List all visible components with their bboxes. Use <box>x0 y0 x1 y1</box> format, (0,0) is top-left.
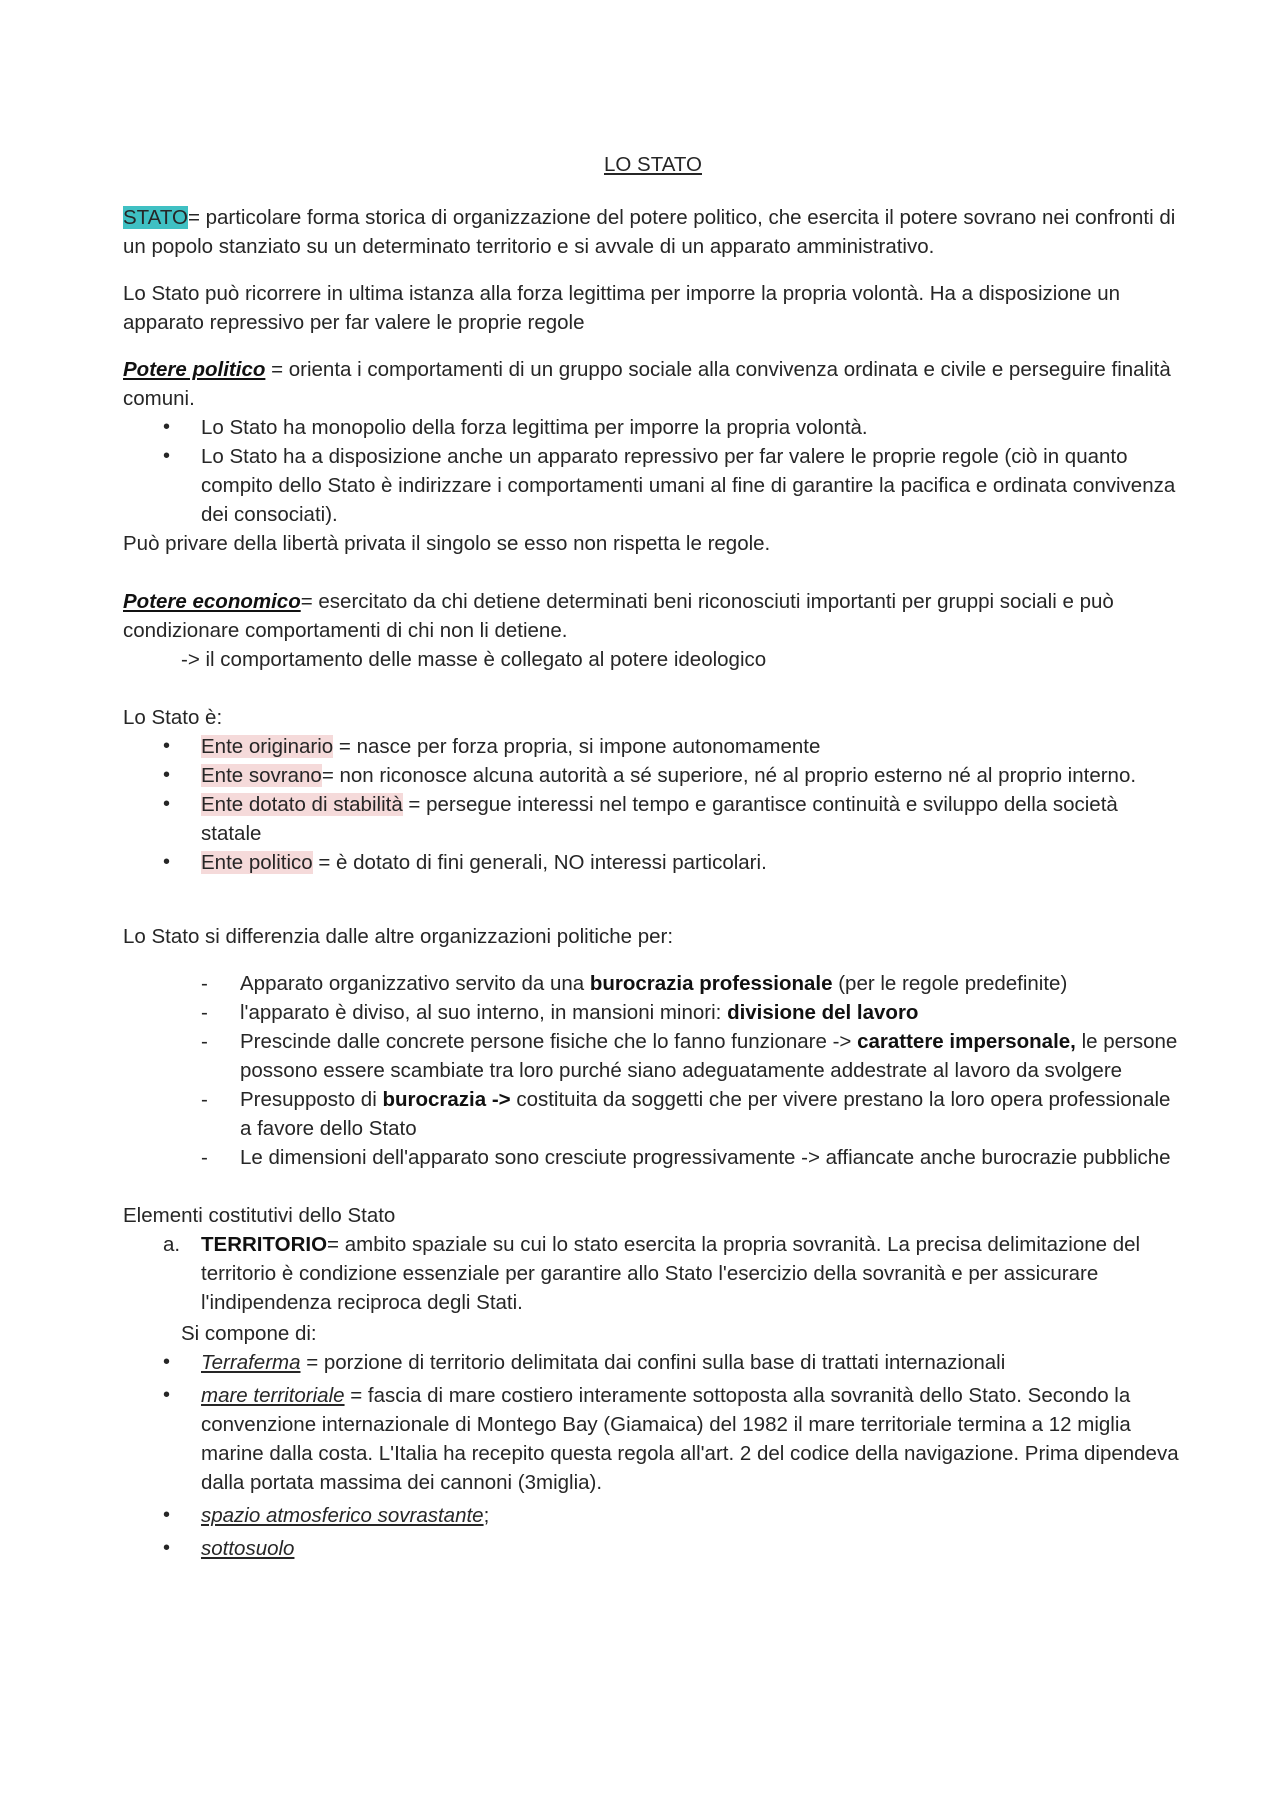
potere-economico-text: = esercitato da chi detiene determinati beni riconosciuti importanti per gruppi sociali e può condizionare comportamenti di chi non li detiene. <box>123 590 1114 642</box>
list-item <box>123 790 1183 848</box>
territorio-parts-list <box>123 1348 1183 1563</box>
territorio-text: = ambito spaziale su cui lo stato esercita la propria sovranità. La precisa delimitazione del territorio è condizione essenziale per garantire allo Stato l'esercizio della sovranità e per assicurare l'indipendenza reciproca degli Stati. <box>201 1233 1141 1314</box>
list-item <box>123 761 1183 790</box>
potere-politico-definition <box>123 355 1183 413</box>
compone-lead: Si compone di: <box>181 1322 317 1345</box>
force-paragraph: Lo Stato può ricorrere in ultima istanza alla forza legittima per imporre la propria volontà. Ha a disposizione un apparato repressivo per far valere le proprie regole <box>123 282 1121 334</box>
part-text: ; <box>483 1504 490 1527</box>
part-text: = porzione di territorio delimitata dai confini sulla base di trattati internazionali <box>300 1351 1006 1374</box>
ente-term: Ente sovrano <box>201 764 322 787</box>
item-bold: divisione del lavoro <box>727 1001 919 1024</box>
part-term: mare territoriale <box>201 1384 345 1407</box>
item-text: Apparato organizzativo servito da una <box>240 972 590 995</box>
list-item: • Lo Stato ha a disposizione anche un apparato repressivo per far valere le proprie regole (ciò in quanto compito dello Stato è indirizzare i comportamenti umani al fine di garantire la pacifica e ordinata convivenza dei consociati). <box>123 442 1183 529</box>
list-item <box>123 848 1183 877</box>
elementi-list <box>123 1230 1183 1317</box>
ente-text: = persegue interessi nel tempo e garantisce continuità e sviluppo della società statale <box>201 793 1118 845</box>
stato-e-list <box>123 732 1183 877</box>
stato-e-lead: Lo Stato è: <box>123 706 223 729</box>
ente-term: Ente originario <box>201 735 334 758</box>
potere-economico-definition <box>123 587 1183 645</box>
potere-politico-list <box>123 413 1183 529</box>
stato-term: STATO <box>123 206 188 229</box>
list-item <box>123 998 1183 1027</box>
potere-politico-after: Può privare della libertà privata il singolo se esso non rispetta le regole. <box>123 532 771 555</box>
item-text: l'apparato è diviso, al suo interno, in mansioni minori: <box>240 1001 728 1024</box>
differenzia-lead: Lo Stato si differenzia dalle altre organizzazioni politiche per: <box>123 925 674 948</box>
item-text: Le dimensioni dell'apparato sono cresciute progressivamente -> affiancate anche burocrazie pubbliche <box>240 1146 1171 1169</box>
list-item <box>123 1085 1183 1143</box>
stato-definition-text: = particolare forma storica di organizzazione del potere politico, che esercita il potere sovrano nei confronti di un popolo stanziato su un determinato territorio e si avvale di un apparato amministrativo. <box>123 206 1176 258</box>
item-text: Prescinde dalle concrete persone fisiche che lo fanno funzionare -> <box>240 1030 858 1053</box>
part-term: sottosuolo <box>201 1537 295 1560</box>
ente-text: = nasce per forza propria, si impone autonomamente <box>333 735 821 758</box>
list-item <box>123 732 1183 761</box>
list-item <box>123 969 1183 998</box>
list-item <box>123 1143 1183 1172</box>
list-item: • Lo Stato ha monopolio della forza legittima per imporre la propria volontà. <box>123 413 1183 442</box>
territorio-term: TERRITORIO <box>201 1233 328 1256</box>
item-text: Presupposto di <box>240 1088 383 1111</box>
potere-politico-text: = orienta i comportamenti di un gruppo sociale alla convivenza ordinata e civile e perseguire finalità comuni. <box>123 358 1171 410</box>
potere-economico-term: Potere economico <box>123 590 301 613</box>
list-item <box>123 1381 1183 1497</box>
list-item <box>123 1027 1183 1085</box>
list-item <box>123 1348 1183 1377</box>
item-bold: burocrazia professionale <box>589 972 833 995</box>
list-marker: a. <box>163 1233 181 1256</box>
page-title: LO STATO <box>604 153 702 176</box>
ente-term: Ente dotato di stabilità <box>201 793 403 816</box>
list-item <box>123 1534 1183 1563</box>
potere-politico-term: Potere politico <box>123 358 266 381</box>
ente-text: = è dotato di fini generali, NO interessi particolari. <box>312 851 767 874</box>
list-item <box>123 1230 1183 1317</box>
document-page <box>123 150 1183 1567</box>
potere-economico-arrow: -> il comportamento delle masse è collegato al potere ideologico <box>181 648 767 671</box>
stato-definition <box>123 203 1183 261</box>
list-item <box>123 1501 1183 1530</box>
ente-term: Ente politico <box>201 851 313 874</box>
ente-text: = non riconosce alcuna autorità a sé superiore, né al proprio esterno né al proprio interno. <box>321 764 1137 787</box>
part-text: = fascia di mare costiero interamente sottoposta alla sovranità dello Stato. Secondo la convenzione internazionale di Montego Bay (Giamaica) del 1982 il mare territoriale termina a 12 miglia marine dalla costa. L'Italia ha recepito questa regola all'art. 2 del codice della navigazione. Prima dipendeva dalla portata massima dei cannoni (3miglia). <box>201 1384 1179 1494</box>
differenzia-list <box>123 969 1183 1172</box>
item-bold: burocrazia -> <box>382 1088 511 1111</box>
item-text: costituita da soggetti che per vivere prestano la loro opera professionale a favore dello Stato <box>240 1088 1171 1140</box>
part-term: Terraferma <box>201 1351 301 1374</box>
elementi-lead: Elementi costitutivi dello Stato <box>123 1204 396 1227</box>
item-text: (per le regole predefinite) <box>832 972 1068 995</box>
part-term: spazio atmosferico sovrastante <box>201 1504 484 1527</box>
item-text: le persone possono essere scambiate tra loro purché siano adeguatamente addestrate al lavoro da svolgere <box>240 1030 1178 1082</box>
item-bold: carattere impersonale, <box>857 1030 1076 1053</box>
